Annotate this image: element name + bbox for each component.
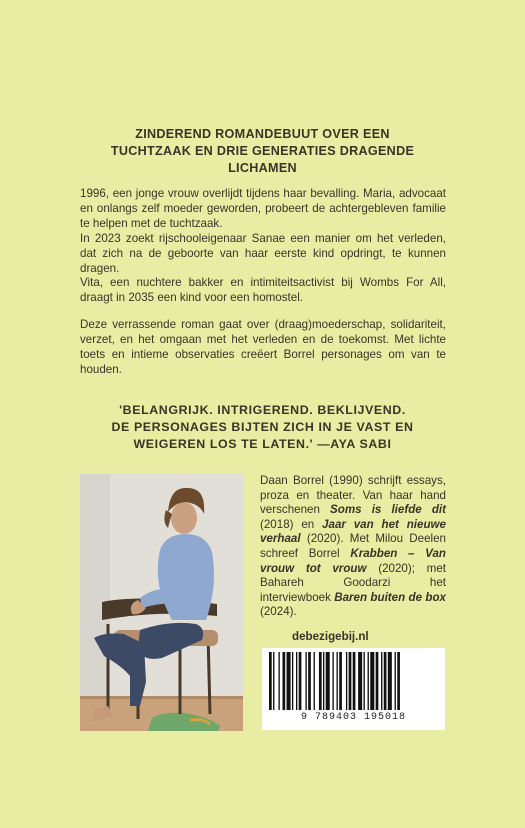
barcode-bar [292,652,293,710]
barcode-bar [278,652,279,710]
bio-text-4: (2020); met Bahareh Goodarzi het interviewboek [260,561,446,604]
barcode-bar [388,652,392,710]
blurb-paragraph-3: Vita, een nuchtere bakker en intimiteitsactivist bij Wombs For All, draagt in 2035 een kind voor een homostel. [80,276,446,305]
barcode-bar [376,652,379,710]
barcode-bar [319,652,322,710]
quote-line-1: 'BELANGRIJK. INTRIGEREND. BEKLIJVEND. [119,403,406,417]
blurb-paragraph-1: 1996, een jonge vrouw overlijdt tijdens haar bevalling. Maria, advocaat en onlangs zelf moeder geworden, probeert de achtergebleven familie te helpen met de tuchtzaak. [80,187,446,230]
review-quote [80,402,445,453]
barcode-bar [381,652,382,710]
author-photo-illustration [80,474,243,731]
barcode-bar [332,652,333,710]
barcode-bar [395,652,396,710]
quote-line-2: DE PERSONAGES BIJTEN ZICH IN JE VAST EN [111,420,414,434]
barcode-bar [349,652,352,710]
bio-text-3: (2020). Met Milou Deelen schreef Borrel [260,532,446,560]
barcode-bar [296,652,297,710]
barcode-bar [283,652,286,710]
barcode-bar [384,652,387,710]
publisher-url[interactable]: debezigebij.nl [292,630,369,643]
barcode [262,648,445,730]
barcode-bar [358,652,362,710]
quote-line-3: WEIGEREN LOS TE LATEN.' —AYA SABI [133,437,392,451]
bio-title-3: Krabben – Van vrouw tot vrouw [260,546,447,575]
bio-title-1: Soms is liefde dit [330,503,446,517]
barcode-bar [305,652,306,710]
author-bio [260,474,446,620]
blurb-paragraph-4: Deze verrassende roman gaat over (draag)moederschap, solidariteit, verzet, en het omgaan met het verleden en de toekomst. Met lichte toets en intieme observaties creëert Borrel personages om van te houden. [80,318,446,376]
barcode-bar [273,652,274,710]
bio-title-2: Jaar van het nieuwe verhaal [260,517,447,546]
barcode-bars [269,652,438,710]
barcode-bar [308,652,311,710]
barcode-bar [339,652,342,710]
barcode-bar [299,652,302,710]
headline [80,126,445,177]
barcode-bar [326,652,330,710]
barcode-bar [370,652,374,710]
bio-text-1: Daan Borrel (1990) schrijft essays, proza en theater. Van haar hand verschenen [260,474,446,517]
barcode-bar [287,652,291,710]
isbn-number: 9 789403 195018 [300,712,406,723]
headline-line-1: ZINDEREND ROMANDEBUUT OVER EEN [135,127,390,141]
barcode-bar [364,652,365,710]
barcode-bar [337,652,338,710]
bio-title-4: Baren buiten de box [334,590,446,604]
barcode-bar [353,652,356,710]
barcode-bar [269,652,272,710]
author-photo [80,474,243,731]
bio-text-5: (2024). [260,605,297,619]
blurb-paragraph-2: In 2023 zoekt rijschooleigenaar Sanae een manier om het verleden, dat zich na de geboorte van haar eerste kind opdringt, te kunnen dragen. [80,231,446,275]
barcode-bar [397,652,400,710]
bio-text-2: (2018) en [260,517,323,531]
blurb [80,187,446,378]
barcode-bar [314,652,315,710]
headline-line-3: LICHAMEN [228,161,297,175]
barcode-bar [346,652,347,710]
barcode-bar [368,652,369,710]
barcode-bar [323,652,324,710]
headline-line-2: TUCHTZAAK EN DRIE GENERATIES DRAGENDE [110,144,415,158]
